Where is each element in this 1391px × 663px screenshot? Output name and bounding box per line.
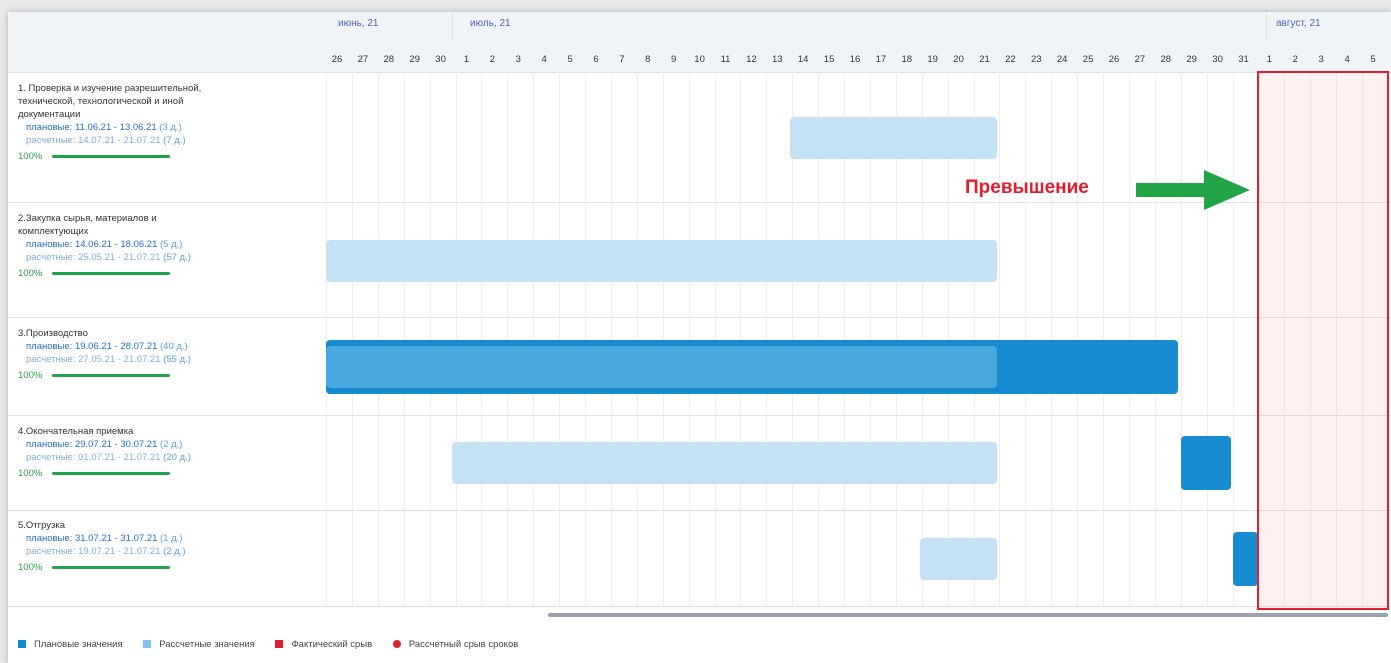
legend-swatch-icon bbox=[275, 640, 283, 648]
horizontal-scrollbar[interactable] bbox=[548, 613, 1388, 617]
day-label: 4 bbox=[1344, 54, 1350, 65]
progress: 100% bbox=[18, 369, 318, 382]
gantt-panel bbox=[8, 12, 1391, 663]
grid-line bbox=[1233, 72, 1234, 607]
day-label: 1 bbox=[1266, 54, 1273, 65]
month-label-august: август, 21 bbox=[1276, 18, 1321, 29]
day-label: 17 bbox=[875, 54, 887, 65]
legend-swatch-icon bbox=[18, 640, 26, 648]
plan-dates: плановые: 19.06.21 - 28.07.21 (40 д.) bbox=[26, 341, 188, 352]
timeline-header bbox=[326, 12, 1391, 73]
calc-bar-task-5[interactable] bbox=[920, 538, 997, 580]
day-label: 14 bbox=[797, 54, 809, 65]
legend-item-actual-delay: Фактический срыв bbox=[275, 639, 372, 650]
day-label: 13 bbox=[772, 54, 783, 65]
day-label: 4 bbox=[541, 54, 547, 65]
day-label: 2 bbox=[489, 54, 496, 65]
day-label: 5 bbox=[567, 54, 573, 65]
task-title: 1. Проверка и изучение разрешительной, технической, технологической и иной документации bbox=[18, 83, 202, 120]
day-label: 26 bbox=[1108, 54, 1120, 65]
grid-line bbox=[1181, 72, 1182, 607]
progress: 100% bbox=[18, 150, 318, 163]
legend-item-calc: Рассчетные значения bbox=[143, 639, 255, 650]
task-title: 4.Окончательная приемка bbox=[18, 426, 134, 437]
plan-dates: плановые: 31.07.21 - 31.07.21 (1 д.) bbox=[26, 533, 183, 544]
calc-dates: расчетные: 19.07.21 - 21.07.21 (2 д.) bbox=[26, 546, 186, 557]
overrun-label: Превышение bbox=[965, 177, 1089, 198]
day-label: 28 bbox=[383, 54, 395, 65]
day-label: 23 bbox=[1031, 54, 1042, 65]
task-row-4[interactable] bbox=[18, 425, 318, 480]
day-label: 26 bbox=[331, 54, 343, 65]
day-label: 22 bbox=[1005, 54, 1016, 65]
day-label: 24 bbox=[1056, 54, 1068, 65]
legend bbox=[18, 639, 536, 650]
day-label: 15 bbox=[823, 54, 835, 65]
progress: 100% bbox=[18, 267, 318, 280]
day-label: 21 bbox=[979, 54, 990, 65]
task-column-header bbox=[8, 12, 326, 73]
progress-bar bbox=[52, 566, 170, 569]
day-label: 16 bbox=[849, 54, 861, 65]
task-row-1[interactable] bbox=[18, 82, 318, 163]
progress-bar bbox=[52, 374, 170, 377]
grid-line bbox=[1207, 72, 1208, 607]
legend-item-plan: Плановые значения bbox=[18, 639, 123, 650]
day-label: 8 bbox=[645, 54, 651, 65]
day-label: 31 bbox=[1238, 54, 1249, 65]
progress-bar bbox=[52, 155, 170, 158]
grid-line bbox=[326, 72, 327, 607]
plan-dates: плановые: 11.06.21 - 13.06.21 (3 д.) bbox=[26, 122, 182, 133]
legend-item-calc-delay: Рассчетный срыв сроков bbox=[393, 639, 518, 650]
calc-dates: расчетные: 25.05.21 - 21.07.21 (57 д.) bbox=[26, 252, 191, 263]
day-label: 12 bbox=[746, 54, 757, 65]
calc-dates: расчетные: 27.05.21 - 21.07.21 (55 д.) bbox=[26, 354, 191, 365]
day-label: 3 bbox=[1318, 54, 1324, 65]
task-row-3[interactable] bbox=[18, 327, 318, 382]
progress-bar bbox=[52, 272, 170, 275]
day-label: 6 bbox=[593, 54, 599, 65]
task-title: 5.Отгрузка bbox=[18, 520, 66, 531]
task-title: 2.Закупка сырья, материалов и комплектующих bbox=[18, 213, 157, 237]
progress: 100% bbox=[18, 467, 318, 480]
month-label-june: июнь, 21 bbox=[338, 18, 379, 29]
calc-bar-task-3[interactable] bbox=[326, 346, 997, 388]
calc-dates: расчетные: 01.07.21 - 21.07.21 (20 д.) bbox=[26, 452, 191, 463]
day-label: 7 bbox=[619, 54, 625, 65]
calc-bar-task-2[interactable] bbox=[326, 240, 997, 282]
day-label: 29 bbox=[409, 54, 420, 65]
month-label-july: июль, 21 bbox=[470, 18, 511, 29]
arrow-right-icon bbox=[1136, 170, 1250, 210]
day-label: 3 bbox=[515, 54, 521, 65]
day-label: 11 bbox=[720, 54, 731, 65]
day-label: 10 bbox=[694, 54, 705, 65]
day-label: 20 bbox=[953, 54, 964, 65]
day-label: 19 bbox=[927, 54, 938, 65]
task-row-5[interactable] bbox=[18, 519, 318, 574]
day-label: 18 bbox=[901, 54, 913, 65]
calc-bar-task-1[interactable] bbox=[790, 117, 997, 159]
day-label: 28 bbox=[1160, 54, 1172, 65]
day-label: 1 bbox=[463, 54, 470, 65]
day-label: 2 bbox=[1292, 54, 1298, 65]
legend-swatch-icon bbox=[143, 640, 151, 648]
progress-bar bbox=[52, 472, 170, 475]
day-label: 30 bbox=[1212, 54, 1223, 65]
calc-bar-task-4[interactable] bbox=[452, 442, 997, 484]
overrun-highlight bbox=[1257, 71, 1389, 610]
day-label: 9 bbox=[671, 54, 677, 65]
task-row-2[interactable] bbox=[18, 212, 318, 280]
calc-dates: расчетные: 14.07.21 - 21.07.21 (7 д.) bbox=[26, 135, 186, 146]
plan-bar-task-5[interactable] bbox=[1233, 532, 1258, 586]
day-label: 30 bbox=[435, 54, 446, 65]
forbidden-icon bbox=[393, 640, 401, 648]
day-label: 27 bbox=[1134, 54, 1146, 65]
day-label: 29 bbox=[1186, 54, 1197, 65]
plan-dates: плановые: 29.07.21 - 30.07.21 (2 д.) bbox=[26, 439, 183, 450]
progress: 100% bbox=[18, 561, 318, 574]
day-label: 27 bbox=[357, 54, 369, 65]
plan-dates: плановые: 14.06.21 - 18.06.21 (5 д.) bbox=[26, 239, 183, 250]
plan-bar-task-4[interactable] bbox=[1181, 436, 1231, 490]
day-label: 5 bbox=[1370, 54, 1376, 65]
task-title: 3.Производство bbox=[18, 328, 88, 339]
day-label: 25 bbox=[1082, 54, 1094, 65]
